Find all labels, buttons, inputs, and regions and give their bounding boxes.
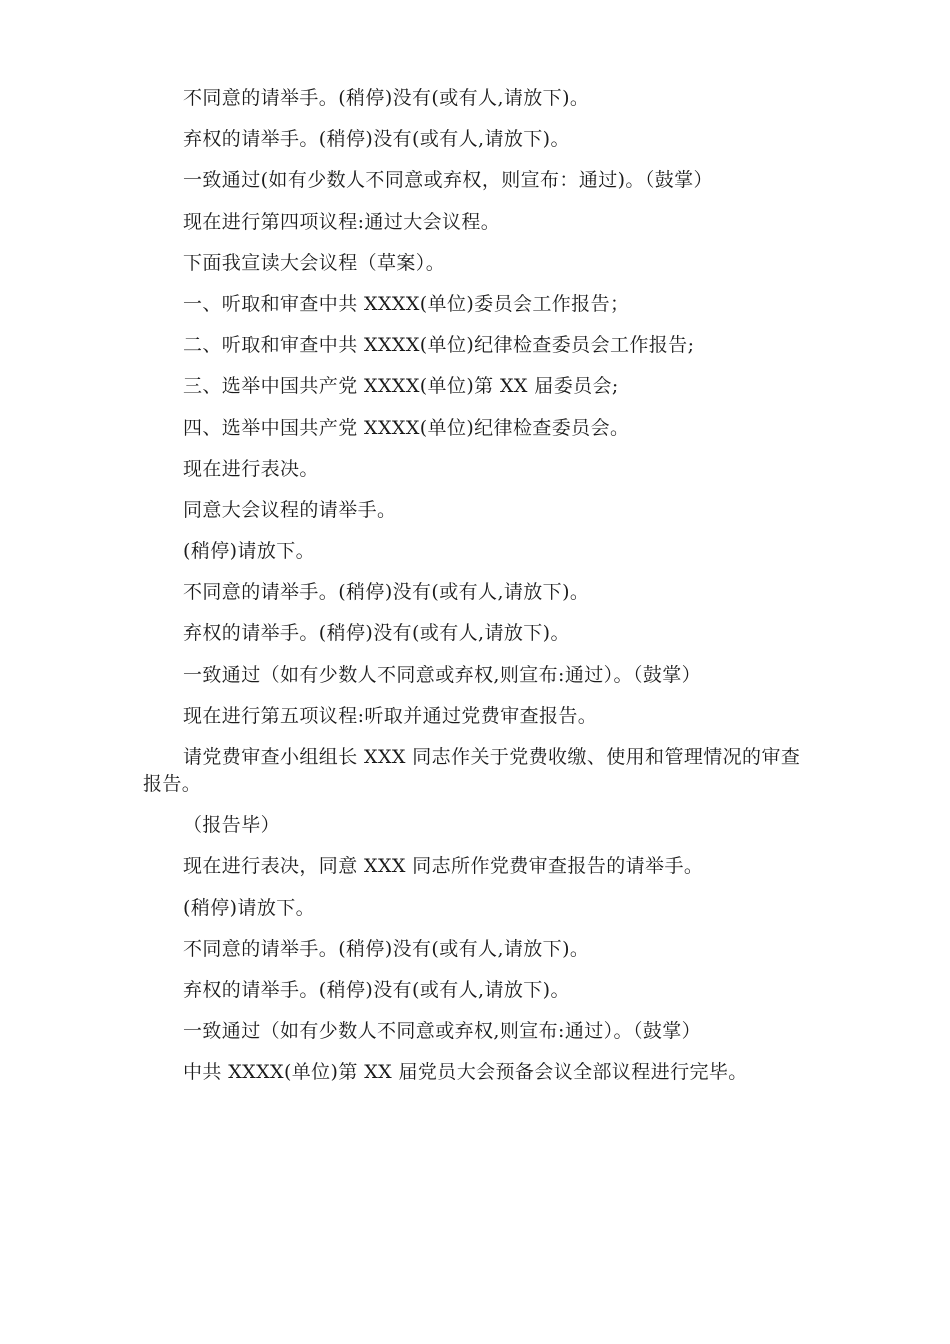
paragraph: 中共 XXXX(单位)第 XX 届党员大会预备会议全部议程进行完毕。 [183, 1061, 748, 1084]
paragraph: 下面我宣读大会议程（草案）。 [183, 251, 446, 274]
agenda-item: 二、听取和审查中共 XXXX(单位)纪律检查委员会工作报告; [183, 334, 695, 357]
paragraph: 一致通过（如有少数人不同意或弃权,则宣布:通过）。（鼓掌） [183, 1020, 702, 1043]
paragraph: 现在进行表决。 [183, 457, 319, 480]
paragraph: 现在进行第五项议程:听取并通过党费审查报告。 [183, 704, 598, 727]
paragraph: 请党费审查小组组长 XXX 同志作关于党费收缴、使用和管理情况的审查报告。 [143, 746, 801, 795]
paragraph: 不同意的请举手。(稍停)没有(或有人,请放下)。 [183, 87, 590, 109]
paragraph: (稍停)请放下。 [183, 896, 316, 919]
agenda-item: 一、听取和审查中共 XXXX(单位)委员会工作报告； [183, 292, 630, 315]
paragraph: （报告毕） [183, 814, 281, 837]
paragraph: 不同意的请举手。(稍停)没有(或有人,请放下)。 [183, 937, 590, 960]
paragraph: (稍停)请放下。 [183, 540, 316, 563]
document-body [143, 85, 808, 1101]
paragraph: 同意大会议程的请举手。 [183, 498, 397, 521]
paragraph: 弃权的请举手。(稍停)没有(或有人,请放下)。 [183, 622, 570, 645]
paragraph: 一致通过（如有少数人不同意或弃权,则宣布:通过）。（鼓掌） [183, 663, 702, 686]
paragraph: 一致通过(如有少数人不同意或弃权，则宣布：通过)。（鼓掌） [183, 169, 713, 192]
paragraph: 现在进行第四项议程:通过大会议程。 [183, 210, 501, 233]
paragraph: 现在进行表决，同意 XXX 同志所作党费审查报告的请举手。 [183, 855, 704, 878]
agenda-item: 四、选举中国共产党 XXXX(单位)纪律检查委员会。 [183, 416, 630, 439]
paragraph: 弃权的请举手。(稍停)没有(或有人,请放下)。 [183, 128, 570, 151]
paragraph: 不同意的请举手。(稍停)没有(或有人,请放下)。 [183, 581, 590, 604]
paragraph: 弃权的请举手。(稍停)没有(或有人,请放下)。 [183, 978, 570, 1001]
agenda-item: 三、选举中国共产党 XXXX(单位)第 XX 届委员会; [183, 375, 619, 398]
